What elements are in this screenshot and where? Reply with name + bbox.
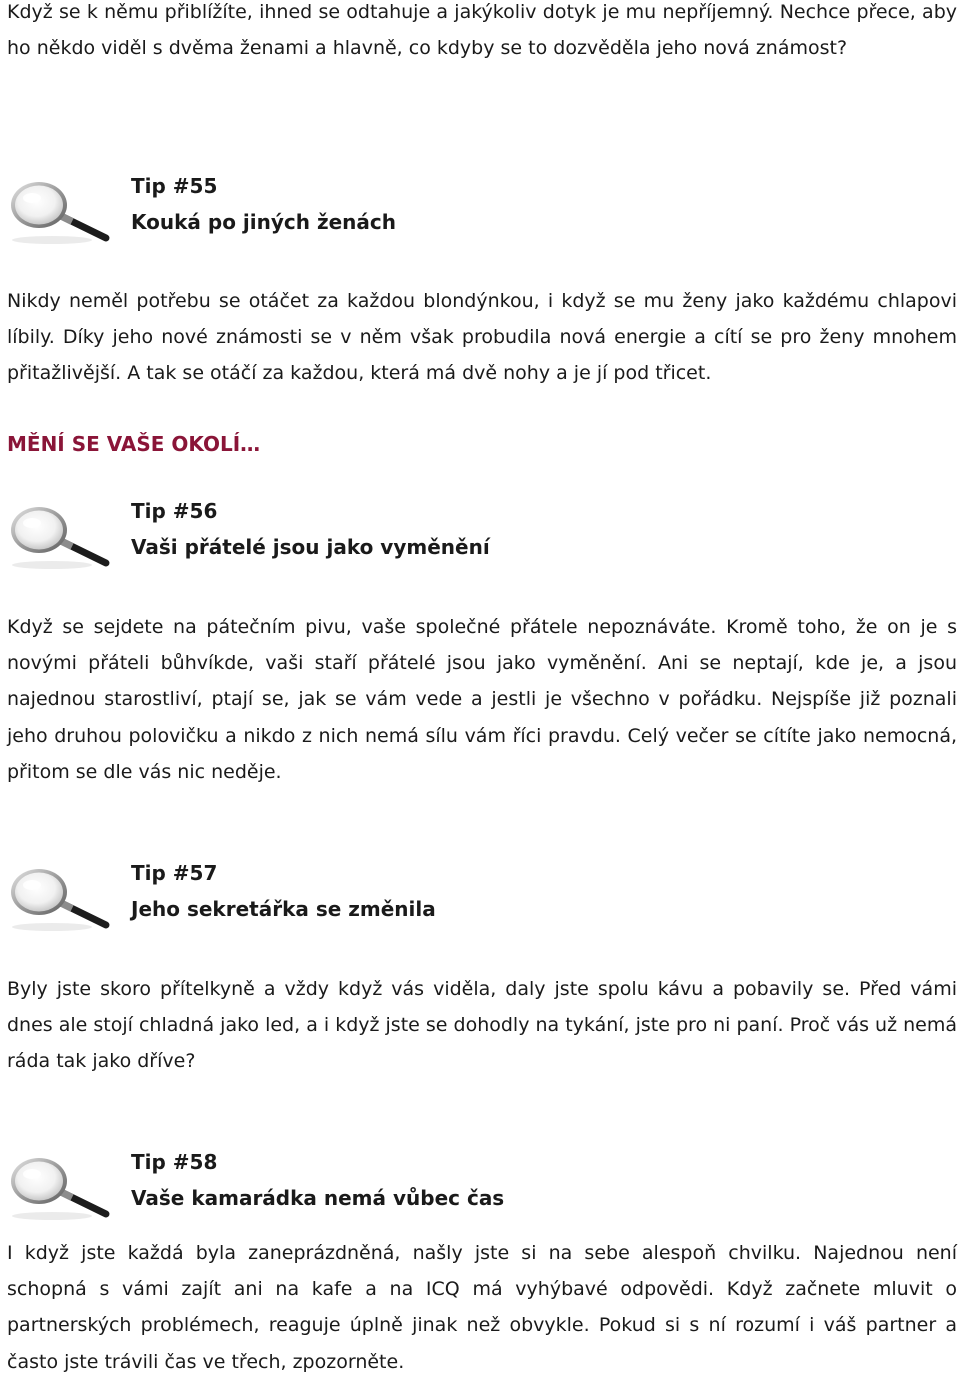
- tip-56-header: [0, 499, 960, 579]
- magnifying-glass-icon: [6, 863, 112, 933]
- section-heading: MĚNÍ SE VAŠE OKOLÍ…: [7, 432, 261, 456]
- magnifying-glass-icon: [6, 1152, 112, 1222]
- tip-58-header: [0, 1150, 960, 1230]
- tip-title: Vaši přátelé jsou jako vyměnění: [131, 535, 490, 559]
- tip-55-paragraph: Nikdy neměl potřebu se otáčet za každou blondýnkou, i když se mu ženy jako každému chlapovi líbily. Díky jeho nové známosti se v něm však probudila nová energie a cítí se pro ženy mnohem přitažlivější. A tak se otáčí za každou, která má dvě nohy a je jí pod třicet.: [7, 290, 957, 385]
- tip-title: Jeho sekretářka se změnila: [131, 897, 436, 921]
- tip-55-header: [0, 174, 960, 254]
- magnifying-glass-icon: [6, 176, 112, 246]
- intro-paragraph: Když se k němu přiblížíte, ihned se odtahuje a jakýkoliv dotyk je mu nepříjemný. Nechce přece, aby ho někdo viděl s dvěma ženami a hlavně, co kdyby se to dozvěděla jeho nová známost?: [7, 1, 957, 60]
- tip-title: Kouká po jiných ženách: [131, 210, 396, 234]
- tip-58-paragraph: I když jste každá byla zaneprázdněná, našly jste si na sebe alespoň chvilku. Najednou není schopná s vámi zajít ani na kafe a na ICQ má vyhýbavé odpovědi. Když začnete mluvit o partnerských problémech, reaguje úplně jinak než obvykle. Pokud si s ní rozumí i váš partner a často jste trávili čas ve třech, zpozorněte.: [7, 1242, 957, 1373]
- tip-57-paragraph: Byly jste skoro přítelkyně a vždy když vás viděla, daly jste spolu kávu a pobavily se. Před vámi dnes ale stojí chladná jako led, a i když jste se dohodly na tykání, jste pro ni paní. Proč vás už nemá ráda tak jako dříve?: [7, 978, 957, 1073]
- tip-number: Tip #58: [131, 1150, 218, 1174]
- tip-number: Tip #56: [131, 499, 218, 523]
- tip-57-header: [0, 861, 960, 941]
- tip-title: Vaše kamarádka nemá vůbec čas: [131, 1186, 505, 1210]
- tip-number: Tip #57: [131, 861, 218, 885]
- tip-56-paragraph: Když se sejdete na pátečním pivu, vaše společné přátele nepoznáváte. Kromě toho, že on je s novými přáteli bůhvíkde, vaši staří přátelé jsou jako vyměnění. Ani se neptají, kde je, a jsou najednou starostliví, ptají se, jak se vám vede a jestli je všechno v pořádku. Nejspíše již poznali jeho druhou polovičku a nikdo z nich nemá sílu vám říci pravdu. Celý večer se cítíte jako nemocná, přitom se dle vás nic neděje.: [7, 616, 957, 783]
- tip-number: Tip #55: [131, 174, 218, 198]
- magnifying-glass-icon: [6, 501, 112, 571]
